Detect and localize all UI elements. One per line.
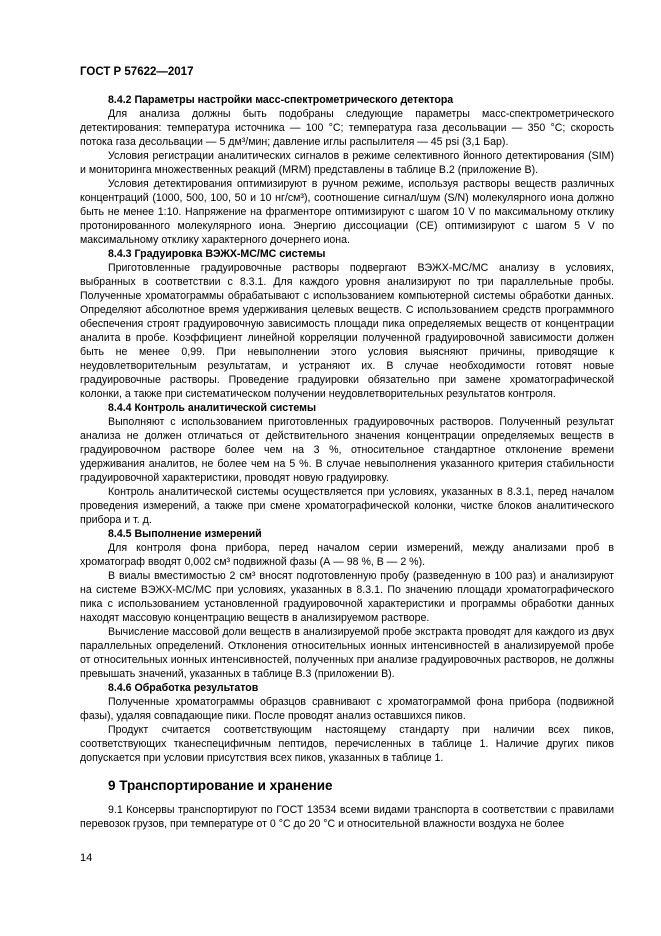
paragraph: В виалы вместимостью 2 см³ вносят подготовленную пробу (разведенную в 100 раз) и анализируют на системе ВЭЖХ-МС/МС при условиях, указанных в 8.3.1. По значению площади хроматографического пика с использованием установленной градуировочной характеристики и программы обработки данных находят массовую концентрацию веществ в анализируемом растворе.	[80, 570, 614, 624]
section-heading-8-4-2: 8.4.2 Параметры настройки масс-спектрометрического детектора	[108, 94, 454, 106]
document-body	[80, 93, 614, 831]
section-heading-8-4-4: 8.4.4 Контроль аналитической системы	[108, 402, 317, 414]
paragraph: Контроль аналитической системы осуществляется при условиях, указанных в 8.3.1, перед началом проведения измерений, а также при смене хроматографической колонки, чистке блоков аналитического прибора и т. д.	[80, 486, 614, 526]
section-heading-9: 9 Транспортирование и хранение	[108, 778, 333, 793]
section-heading-8-4-3: 8.4.3 Градуировка ВЭЖХ-МС/МС системы	[108, 248, 326, 260]
document-code: ГОСТ Р 57622—2017	[80, 66, 194, 78]
paragraph: Полученные хроматограммы образцов сравнивают с хроматограммой фона прибора (подвижной фазы), удаляя совпадающие пики. После проводят анализ оставшихся пиков.	[80, 696, 614, 722]
paragraph: Условия регистрации аналитических сигналов в режиме селективного йонного детектирования (SIM) и мониторинга множественных реакций (MRM) представлены в таблице В.2 (приложение В).	[80, 150, 614, 176]
paragraph: 9.1 Консервы транспортируют по ГОСТ 13534 всеми видами транспорта в соответствии с правилами перевозок грузов, при температуре от 0 °С до 20 °С и относительной влажности воздуха не более	[80, 804, 614, 830]
section-heading-8-4-5: 8.4.5 Выполнение измерений	[108, 528, 262, 540]
paragraph: Вычисление массовой доли веществ в анализируемой пробе экстракта проводят для каждого из двух параллельных определений. Отклонения относительных ионных интенсивностей в анализируемой пробе от относительных ионных интенсивностей, полученных при анализе градуировочных растворов, не должны превышать значений, указанных в таблице В.3 (приложении В).	[80, 626, 614, 680]
paragraph: Для контроля фона прибора, перед началом серии измерений, между анализами проб в хроматограф вводят 0,002 см³ подвижной фазы (А — 98 %, В — 2 %).	[80, 542, 614, 568]
paragraph: Продукт считается соответствующим настоящему стандарту при наличии всех пиков, соответствующих тканеспецифичным пептидов, перечисленных в таблице 1. Наличие других пиков допускается при условии присутствия всех пиков, указанных в таблице 1.	[80, 724, 614, 764]
paragraph: Условия детектирования оптимизируют в ручном режиме, используя растворы веществ различных концентраций (1000, 500, 100, 50 и 10 нг/см³), соотношение сигнал/шум (S/N) молекулярного иона должно быть не менее 1:10. Напряжение на фрагменторе оптимизируют с шагом 10 V по максимальному отклику протонированного молекулярного иона. Энергию диссоциации (СЕ) оптимизируют с шагом 5 V по максимальному отклику характерного дочернего иона.	[80, 178, 614, 246]
paragraph: Выполняют с использованием приготовленных градуировочных растворов. Полученный результат анализа не должен отличаться от действительного значения концентрации определяемых веществ в градуировочном растворе более чем на 3 %, относительное стандартное отклонение времени удерживания аналитов, не более чем на 5 %. В случае невыполнения указанного критерия стабильности градуировочной характеристики, проводят новую градуировку.	[80, 416, 614, 484]
section-heading-8-4-6: 8.4.6 Обработка результатов	[108, 682, 259, 694]
paragraph: Для анализа должны быть подобраны следующие параметры масс-спектрометрического детектирования: температура источника — 100 °С; температура газа десольвации — 350 °С; скорость потока газа десольвации — 5 дм³/мин; давление иглы распылителя — 45 psi (3,1 Бар).	[80, 108, 614, 148]
paragraph: Приготовленные градуировочные растворы подвергают ВЭЖХ-МС/МС анализу в условиях, выбранных в соответствии с 8.3.1. Для каждого уровня анализируют по три параллельные пробы. Полученные хроматограммы обрабатывают с использованием компьютерной системы обработки данных. Определяют абсолютное время удерживания целевых веществ. С использованием средств программного обеспечения строят градуировочную зависимость площади пика определяемых веществ от концентрации аналита в пробе. Коэффициент линейной корреляции полученной градуировочной зависимости должен быть не менее 0,99. При невыполнении этого условия выясняют причины, приводящие к неудовлетворительным результатам, и устраняют их. В случае необходимости готовят новые градуировочные растворы. Проведение градуировки обязательно при замене хроматографической колонки, а также при систематическом получении неудовлетворительных результатов контроля.	[80, 262, 614, 400]
page-number: 14	[80, 852, 93, 864]
